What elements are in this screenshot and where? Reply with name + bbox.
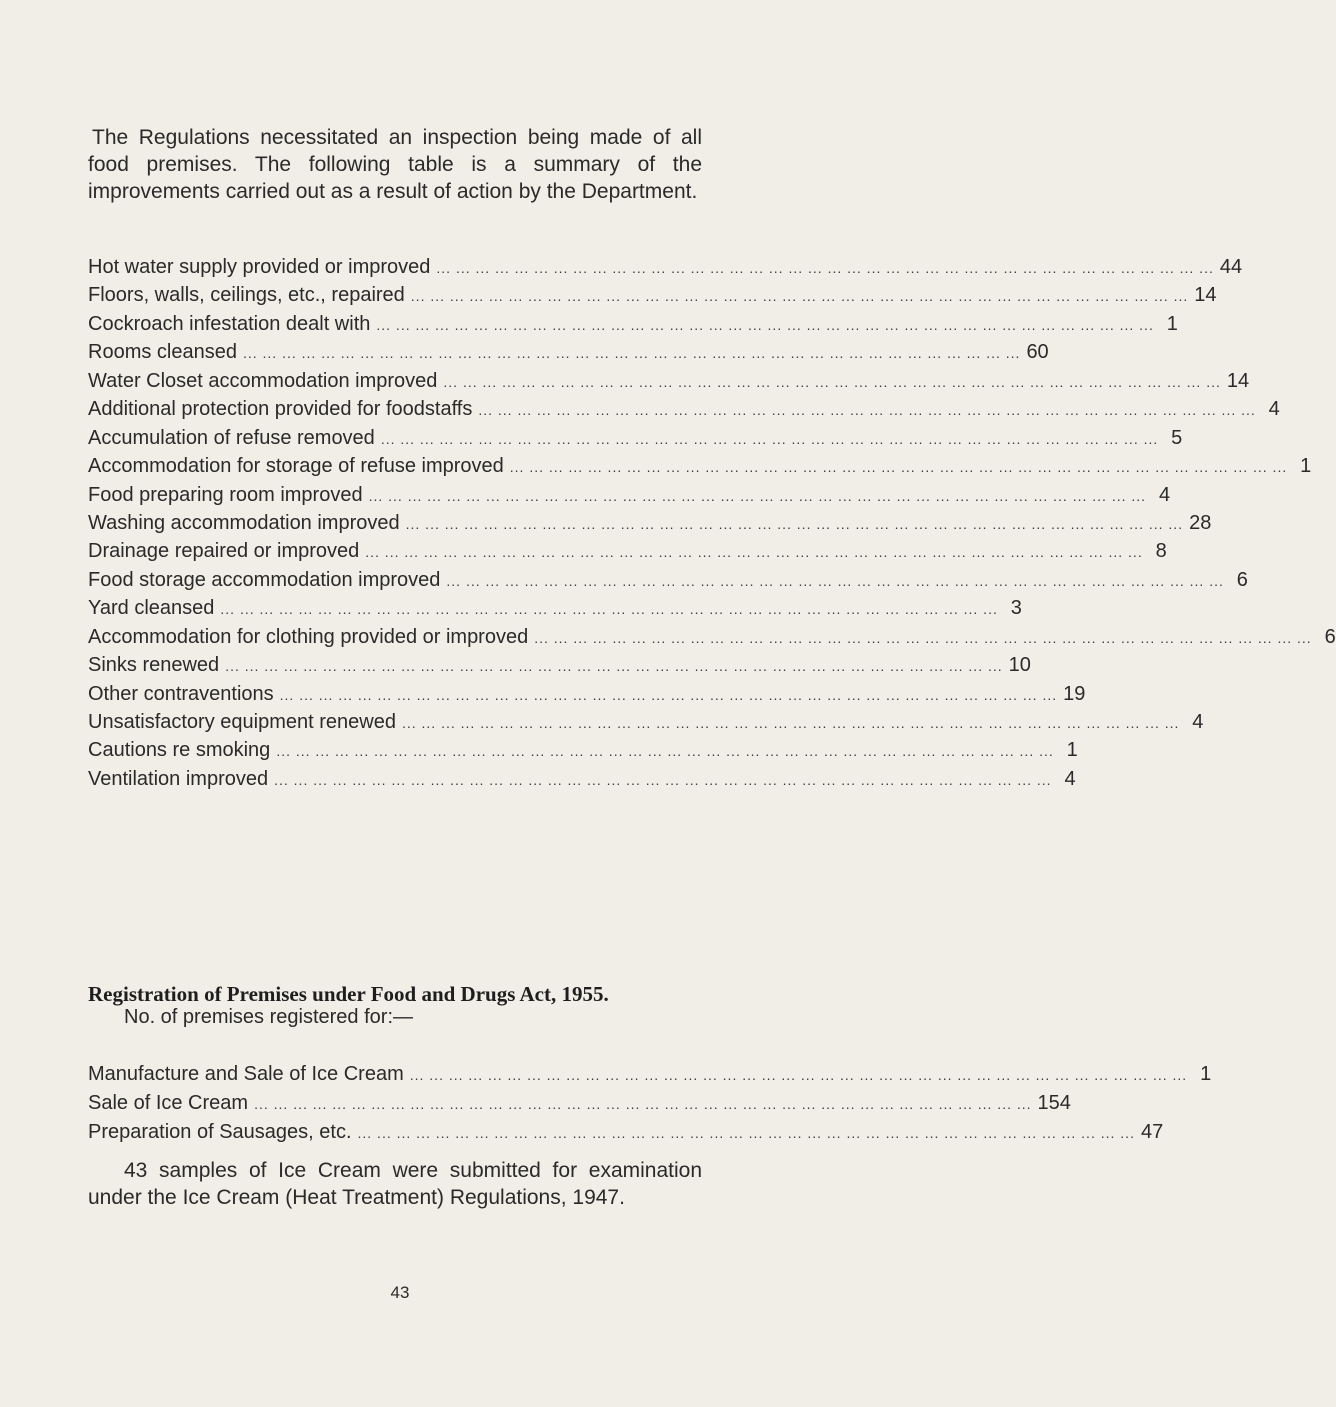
dot-leader: ... ... ... ... ... ... ... ... ... ... ... ... ... ... ... ... ... ... ... ... ... ... ... ... ... ... ... ... ... ... ... ... ... ... ... ... ... ... ... ... xyxy=(509,459,1288,476)
dot-leader: ... ... ... ... ... ... ... ... ... ... ... ... ... ... ... ... ... ... ... ... ... ... ... ... ... ... ... ... ... ... ... ... ... ... ... ... ... ... ... ... xyxy=(401,715,1180,731)
dot-leader: ... ... ... ... ... ... ... ... ... ... ... ... ... ... ... ... ... ... ... ... ... ... ... ... ... ... ... ... ... ... ... ... ... ... ... ... ... ... ... ... xyxy=(376,316,1154,333)
list-item xyxy=(88,568,1248,597)
item-label: Hot water supply provided or improved xyxy=(88,256,431,278)
item-label: Manufacture and Sale of Ice Cream xyxy=(88,1063,404,1085)
item-count: 6 xyxy=(1324,625,1336,648)
item-label: Other contraventions xyxy=(88,682,274,705)
registration-heading: Registration of Premises under Food and Drugs Act, 1955. xyxy=(88,982,609,1006)
dot-leader: ... ... ... ... ... ... ... ... ... ... ... ... ... ... ... ... ... ... ... ... ... ... ... ... ... ... ... ... ... ... ... ... ... ... ... ... ... ... ... ... xyxy=(368,487,1147,504)
item-count: 1 xyxy=(1200,1063,1212,1085)
list-item xyxy=(88,455,1312,483)
item-label: Accommodation for storage of refuse improved xyxy=(88,455,504,478)
list-item xyxy=(88,711,1204,739)
item-count: 19 xyxy=(1063,682,1086,705)
registration-subheading: No. of premises registered for:— xyxy=(124,1006,413,1028)
dot-leader: ... ... ... ... ... ... ... ... ... ... ... ... ... ... ... ... ... ... ... ... ... ... ... ... ... ... ... ... ... ... ... ... ... ... ... ... ... ... ... ... xyxy=(276,743,1054,760)
item-label: Sinks renewed xyxy=(88,654,220,677)
dot-leader: ... ... ... ... ... ... ... ... ... ... ... ... ... ... ... ... ... ... ... ... ... ... ... ... ... ... ... ... ... ... ... ... ... ... ... ... ... ... ... ... xyxy=(254,1096,1032,1112)
dot-leader: ... ... ... ... ... ... ... ... ... ... ... ... ... ... ... ... ... ... ... ... ... ... ... ... ... ... ... ... ... ... ... ... ... ... ... ... ... ... ... ... xyxy=(279,686,1058,703)
item-label: Sale of Ice Cream xyxy=(88,1092,249,1114)
list-item xyxy=(88,1092,1071,1121)
item-count: 10 xyxy=(1008,654,1031,677)
list-item xyxy=(88,597,1022,625)
item-label: Ventilation improved xyxy=(88,767,269,790)
list-item xyxy=(88,625,1336,654)
item-label: Additional protection provided for foodstaffs xyxy=(88,398,473,421)
item-count: 47 xyxy=(1140,1121,1164,1143)
dot-leader: ... ... ... ... ... ... ... ... ... ... ... ... ... ... ... ... ... ... ... ... ... ... ... ... ... ... ... ... ... ... ... ... ... ... ... ... ... ... ... ... xyxy=(405,515,1184,532)
dot-leader: ... ... ... ... ... ... ... ... ... ... ... ... ... ... ... ... ... ... ... ... ... ... ... ... ... ... ... ... ... ... ... ... ... ... ... ... ... ... ... ... xyxy=(220,601,998,618)
item-count: 1 xyxy=(1300,455,1312,478)
item-count: 28 xyxy=(1189,511,1212,534)
list-item xyxy=(88,284,1217,312)
item-count: 6 xyxy=(1236,568,1248,591)
item-count: 14 xyxy=(1226,369,1250,392)
item-count: 154 xyxy=(1037,1092,1071,1114)
item-count: 4 xyxy=(1158,483,1171,506)
item-count: 5 xyxy=(1171,426,1183,449)
registration-list xyxy=(88,1063,1212,1150)
dot-leader: ... ... ... ... ... ... ... ... ... ... ... ... ... ... ... ... ... ... ... ... ... ... ... ... ... ... ... ... ... ... ... ... ... ... ... ... ... ... ... ... xyxy=(410,288,1189,305)
item-label: Floors, walls, ceilings, etc., repaired xyxy=(88,284,405,307)
item-label: Food storage accommodation improved xyxy=(88,568,441,591)
list-item xyxy=(88,540,1167,568)
list-item xyxy=(88,739,1078,767)
dot-leader: ... ... ... ... ... ... ... ... ... ... ... ... ... ... ... ... ... ... ... ... ... ... ... ... ... ... ... ... ... ... ... ... ... ... ... ... ... ... ... ... xyxy=(225,658,1003,675)
item-count: 3 xyxy=(1010,597,1022,620)
list-item xyxy=(88,1063,1212,1092)
item-count: 4 xyxy=(1192,711,1204,733)
dot-leader: ... ... ... ... ... ... ... ... ... ... ... ... ... ... ... ... ... ... ... ... ... ... ... ... ... ... ... ... ... ... ... ... ... ... ... ... ... ... ... ... xyxy=(409,1067,1188,1083)
item-label: Water Closet accommodation improved xyxy=(88,369,438,392)
item-label: Cautions re smoking xyxy=(88,739,271,762)
intro-paragraph: The Regulations necessitated an inspection being made of all food premises. The following table is a summary of the improvements carried out as a result of action by the Department. xyxy=(88,126,702,203)
page-number: 43 xyxy=(390,1283,410,1302)
dot-leader: ... ... ... ... ... ... ... ... ... ... ... ... ... ... ... ... ... ... ... ... ... ... ... ... ... ... ... ... ... ... ... ... ... ... ... ... ... ... ... ... xyxy=(436,260,1214,276)
item-label: Accumulation of refuse removed xyxy=(88,426,375,449)
dot-leader: ... ... ... ... ... ... ... ... ... ... ... ... ... ... ... ... ... ... ... ... ... ... ... ... ... ... ... ... ... ... ... ... ... ... ... ... ... ... ... ... xyxy=(443,373,1221,390)
dot-leader: ... ... ... ... ... ... ... ... ... ... ... ... ... ... ... ... ... ... ... ... ... ... ... ... ... ... ... ... ... ... ... ... ... ... ... ... ... ... ... ... xyxy=(365,544,1143,561)
list-item xyxy=(88,654,1031,682)
item-label: Washing accommodation improved xyxy=(88,511,400,534)
dot-leader: ... ... ... ... ... ... ... ... ... ... ... ... ... ... ... ... ... ... ... ... ... ... ... ... ... ... ... ... ... ... ... ... ... ... ... ... ... ... ... ... xyxy=(534,629,1312,646)
item-count: 14 xyxy=(1194,284,1217,307)
item-count: 44 xyxy=(1219,256,1243,278)
item-count: 1 xyxy=(1066,739,1078,762)
list-item xyxy=(88,426,1183,455)
dot-leader: ... ... ... ... ... ... ... ... ... ... ... ... ... ... ... ... ... ... ... ... ... ... ... ... ... ... ... ... ... ... ... ... ... ... ... ... ... ... ... ... xyxy=(274,771,1052,788)
item-label: Rooms cleansed xyxy=(88,341,237,364)
dot-leader: ... ... ... ... ... ... ... ... ... ... ... ... ... ... ... ... ... ... ... ... ... ... ... ... ... ... ... ... ... ... ... ... ... ... ... ... ... ... ... ... xyxy=(478,402,1256,419)
list-item xyxy=(88,1121,1164,1150)
item-count: 4 xyxy=(1268,398,1280,421)
item-label: Drainage repaired or improved xyxy=(88,540,360,563)
list-item xyxy=(88,682,1086,711)
item-count: 60 xyxy=(1026,341,1049,364)
item-count: 8 xyxy=(1155,540,1167,563)
item-label: Accommodation for clothing provided or improved xyxy=(88,625,529,648)
item-label: Unsatisfactory equipment renewed xyxy=(88,711,396,733)
dot-leader: ... ... ... ... ... ... ... ... ... ... ... ... ... ... ... ... ... ... ... ... ... ... ... ... ... ... ... ... ... ... ... ... ... ... ... ... ... ... ... ... xyxy=(242,345,1021,362)
item-label: Food preparing room improved xyxy=(88,483,363,506)
item-label: Cockroach infestation dealt with xyxy=(88,312,371,335)
item-label: Preparation of Sausages, etc. xyxy=(88,1121,352,1143)
list-item xyxy=(88,256,1243,284)
dot-leader: ... ... ... ... ... ... ... ... ... ... ... ... ... ... ... ... ... ... ... ... ... ... ... ... ... ... ... ... ... ... ... ... ... ... ... ... ... ... ... ... xyxy=(357,1125,1135,1141)
list-item xyxy=(88,312,1178,341)
list-item xyxy=(88,398,1280,426)
list-item xyxy=(88,767,1076,796)
list-item xyxy=(88,369,1250,398)
dot-leader: ... ... ... ... ... ... ... ... ... ... ... ... ... ... ... ... ... ... ... ... ... ... ... ... ... ... ... ... ... ... ... ... ... ... ... ... ... ... ... ... xyxy=(446,572,1224,589)
list-item xyxy=(88,511,1212,540)
item-label: Yard cleansed xyxy=(88,597,215,620)
item-count: 1 xyxy=(1166,312,1178,335)
closing-paragraph: 43 samples of Ice Cream were submitted for examination under the Ice Cream (Heat Treatment) Regulations, 1947. xyxy=(88,1159,702,1209)
list-item xyxy=(88,483,1171,512)
list-item xyxy=(88,341,1049,369)
dot-leader: ... ... ... ... ... ... ... ... ... ... ... ... ... ... ... ... ... ... ... ... ... ... ... ... ... ... ... ... ... ... ... ... ... ... ... ... ... ... ... ... xyxy=(380,430,1159,447)
improvements-list xyxy=(88,256,1336,796)
item-count: 4 xyxy=(1064,767,1076,790)
